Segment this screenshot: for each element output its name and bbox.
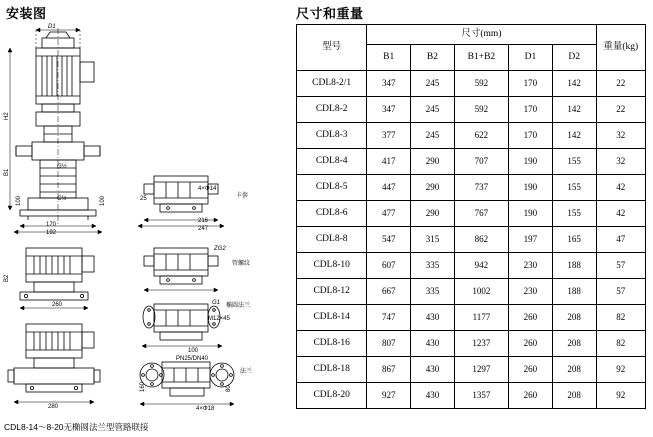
cell-model: CDL8-12: [297, 279, 367, 305]
label-g-half-b: G½: [57, 196, 67, 202]
detail-ferrule-drawing: [136, 168, 256, 230]
right-section-title: 尺寸和重量: [296, 6, 364, 21]
cell-d1: 170: [509, 123, 553, 149]
label-h2: H2: [4, 112, 10, 120]
cell-weight: 22: [596, 97, 645, 123]
detail-flange-pn25-drawing: [136, 344, 266, 414]
cell-d2: 208: [552, 383, 596, 409]
pump-base-drawing: [6, 236, 126, 316]
cell-weight: 82: [596, 331, 645, 357]
cell-b1b2: 592: [454, 97, 508, 123]
cell-model: CDL8-5: [297, 175, 367, 201]
cell-model: CDL8-2/1: [297, 71, 367, 97]
cell-weight: 92: [596, 357, 645, 383]
cell-b1b2: 1177: [454, 305, 508, 331]
table-row: [297, 279, 646, 305]
header-weight: 重量(kg): [596, 25, 645, 71]
dim-4xphi18: 4×Φ18: [196, 406, 215, 412]
dim-247: 247: [198, 226, 209, 232]
cell-b1: 347: [367, 97, 411, 123]
cell-d1: 190: [509, 175, 553, 201]
cell-b1: 377: [367, 123, 411, 149]
cell-weight: 57: [596, 279, 645, 305]
cell-b1b2: 1002: [454, 279, 508, 305]
cell-b2: 335: [411, 253, 455, 279]
dim-100-b: 100: [100, 195, 106, 206]
installation-drawing-panel: [0, 0, 290, 437]
label-pipe-thread: 管螺纹: [232, 261, 251, 267]
cell-weight: 32: [596, 149, 645, 175]
cell-d1: 260: [509, 357, 553, 383]
dim-80: 80: [226, 385, 232, 392]
label-zg2: ZG2: [214, 246, 226, 252]
table-header-row-1: [297, 25, 646, 45]
cell-model: CDL8-16: [297, 331, 367, 357]
cell-model: CDL8-20: [297, 383, 367, 409]
detail-pipe-thread-drawing: [136, 240, 256, 296]
header-dimensions: 尺寸(mm): [367, 25, 596, 45]
cell-d2: 142: [552, 97, 596, 123]
cell-model: CDL8-14: [297, 305, 367, 331]
header-b1: B1: [367, 45, 411, 71]
cell-b2: 245: [411, 123, 455, 149]
cell-b1: 927: [367, 383, 411, 409]
cell-d2: 208: [552, 357, 596, 383]
cell-model: CDL8-10: [297, 253, 367, 279]
cell-b1b2: 942: [454, 253, 508, 279]
label-oval-flange: 椭圆法兰: [226, 303, 251, 309]
label-m12x45: M12×45: [208, 316, 230, 322]
cell-d2: 142: [552, 71, 596, 97]
cell-d2: 188: [552, 253, 596, 279]
table-row: [297, 97, 646, 123]
header-d2: D2: [552, 45, 596, 71]
cell-b1: 667: [367, 279, 411, 305]
table-row: [297, 253, 646, 279]
dim-4xphi14: 4×Φ14: [198, 186, 217, 192]
cell-b1b2: 707: [454, 149, 508, 175]
header-b1-plus-b2: B1+B2: [454, 45, 508, 71]
cell-b2: 335: [411, 279, 455, 305]
cell-b2: 245: [411, 71, 455, 97]
dim-216: 216: [198, 218, 209, 224]
cell-b1b2: 767: [454, 201, 508, 227]
cell-weight: 42: [596, 175, 645, 201]
label-ferrule: 卡套: [236, 193, 249, 199]
table-row: [297, 149, 646, 175]
cell-b2: 315: [411, 227, 455, 253]
cell-d2: 188: [552, 279, 596, 305]
table-row: [297, 357, 646, 383]
cell-d1: 170: [509, 71, 553, 97]
label-d1: D1: [48, 24, 56, 30]
cell-b2: 245: [411, 97, 455, 123]
table-row: [297, 71, 646, 97]
header-b2: B2: [411, 45, 455, 71]
cell-d1: 260: [509, 383, 553, 409]
cell-b1b2: 737: [454, 175, 508, 201]
cell-d2: 155: [552, 149, 596, 175]
cell-d1: 197: [509, 227, 553, 253]
cell-model: CDL8-8: [297, 227, 367, 253]
label-g-half-a: G½: [57, 164, 67, 170]
cell-b2: 430: [411, 305, 455, 331]
cell-b1b2: 862: [454, 227, 508, 253]
cell-b1b2: 1297: [454, 357, 508, 383]
cell-b1: 477: [367, 201, 411, 227]
cell-b1: 417: [367, 149, 411, 175]
label-flange: 法兰: [240, 369, 253, 375]
cell-b1b2: 1237: [454, 331, 508, 357]
cell-d1: 190: [509, 149, 553, 175]
cell-b2: 290: [411, 201, 455, 227]
table-row: [297, 305, 646, 331]
cell-d1: 230: [509, 253, 553, 279]
table-row: [297, 227, 646, 253]
cell-weight: 92: [596, 383, 645, 409]
cell-b1: 867: [367, 357, 411, 383]
cell-d2: 208: [552, 305, 596, 331]
table-row: [297, 383, 646, 409]
cell-b1b2: 622: [454, 123, 508, 149]
cell-b1: 547: [367, 227, 411, 253]
table-row: [297, 175, 646, 201]
cell-d1: 170: [509, 97, 553, 123]
cell-model: CDL8-4: [297, 149, 367, 175]
left-section-title: 安装图: [6, 6, 47, 21]
dim-192: 192: [46, 230, 57, 236]
cell-b2: 290: [411, 175, 455, 201]
cell-d1: 230: [509, 279, 553, 305]
cell-b2: 430: [411, 357, 455, 383]
cell-d1: 190: [509, 201, 553, 227]
dim-100-a: 100: [16, 195, 22, 206]
specs-table-wrapper: [296, 24, 646, 409]
cell-weight: 42: [596, 201, 645, 227]
label-b2: B2: [4, 274, 10, 282]
cell-b1: 607: [367, 253, 411, 279]
dim-25: 25: [140, 196, 147, 202]
cell-b1b2: 592: [454, 71, 508, 97]
cell-model: CDL8-2: [297, 97, 367, 123]
cell-d2: 208: [552, 331, 596, 357]
cell-b1: 807: [367, 331, 411, 357]
label-g1: G1: [212, 300, 221, 306]
cell-d2: 155: [552, 175, 596, 201]
cell-b2: 290: [411, 149, 455, 175]
cell-model: CDL8-18: [297, 357, 367, 383]
dim-260: 260: [52, 302, 63, 308]
cell-b1: 447: [367, 175, 411, 201]
header-model: 型号: [297, 25, 367, 71]
label-b1: B1: [4, 168, 10, 176]
cell-weight: 47: [596, 227, 645, 253]
cell-weight: 57: [596, 253, 645, 279]
label-pn25-dn40: PN25/DN40: [176, 356, 209, 362]
table-row: [297, 201, 646, 227]
cell-b1: 747: [367, 305, 411, 331]
cell-b1: 347: [367, 71, 411, 97]
dim-280: 280: [48, 404, 59, 410]
cell-b1b2: 1357: [454, 383, 508, 409]
dimensions-weight-table: [296, 24, 646, 409]
cell-weight: 82: [596, 305, 645, 331]
cell-weight: 22: [596, 71, 645, 97]
dim-100-c: 100: [188, 348, 199, 354]
table-row: [297, 331, 646, 357]
cell-b2: 430: [411, 383, 455, 409]
dim-170: 170: [46, 222, 57, 228]
cell-d1: 260: [509, 331, 553, 357]
cell-d1: 260: [509, 305, 553, 331]
cell-d2: 165: [552, 227, 596, 253]
dim-160: 160: [140, 381, 146, 392]
pump-flange-base-drawing: [6, 318, 126, 414]
table-row: [297, 123, 646, 149]
cell-d2: 142: [552, 123, 596, 149]
cell-model: CDL8-6: [297, 201, 367, 227]
drawing-footnote: CDL8-14～8-20无椭圆法兰型管路联接: [4, 422, 149, 432]
header-d1: D1: [509, 45, 553, 71]
cell-weight: 32: [596, 123, 645, 149]
cell-d2: 155: [552, 201, 596, 227]
pump-elevation-drawing: [6, 22, 136, 234]
cell-b2: 430: [411, 331, 455, 357]
cell-model: CDL8-3: [297, 123, 367, 149]
